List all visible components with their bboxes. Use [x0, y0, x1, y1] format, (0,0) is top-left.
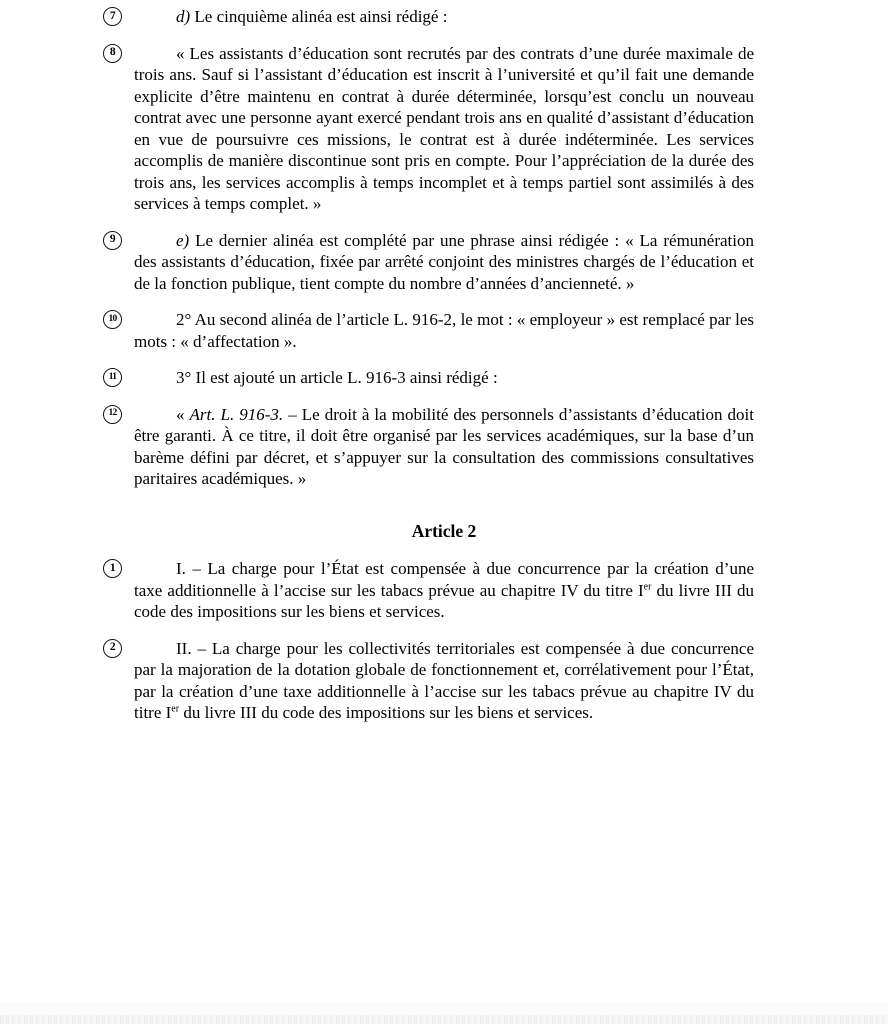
paragraph-text [134, 6, 754, 28]
text-segment: Art. L. 916-3. [189, 404, 284, 424]
paragraph-number-badge: 9 [103, 231, 122, 250]
text-segment: 3° Il est ajouté un article L. 916-3 ainsi rédigé : [176, 368, 498, 387]
text-segment: – Le droit à la mobilité des personnels d’assistants d’éducation doit être garanti. À ce titre, il doit être organisé par les services académiques, sur la base d’un barème défini par décret, et s’appuyer sur la consultation des commissions consultatives paritaires académiques. » [134, 404, 754, 488]
paragraph-text [134, 367, 754, 389]
text-segment: Le dernier alinéa est complété par une phrase ainsi rédigée : « La rémunération des assistants d’éducation, fixée par arrêté conjoint des ministres chargés de l’éducation et de la fonction publique, tient compte du nombre d’années d’ancienneté. » [134, 230, 754, 293]
paragraph-number-badge: 10 [103, 310, 122, 329]
text-segment: du livre III du code des impositions sur les biens et services. [179, 703, 594, 722]
paragraph-block-7 [109, 6, 754, 28]
next-page-blurred-text-texture [0, 1015, 888, 1024]
paragraph-block-10 [108, 309, 754, 352]
text-segment: e) [176, 230, 190, 250]
paragraph-text [134, 558, 754, 623]
article2-paragraph-block-2 [109, 638, 754, 724]
paragraph-text [134, 309, 754, 352]
text-segment: II. – La charge pour les collectivités territoriales est compensée à due concurrence par la majoration de la dotation globale de fonctionnement et, corrélativement pour l’État, par la création d’une taxe additionnelle à l’accise sur les tabacs prévue au chapitre IV du titre I [134, 638, 754, 722]
paragraph-block-12 [108, 404, 754, 490]
paragraph-text [134, 638, 754, 724]
article-2-heading: Article 2 [411, 520, 477, 541]
paragraph-block-8 [109, 43, 754, 215]
text-segment: « Les assistants d’éducation sont recrutés par des contrats d’une durée maximale de trois ans. Sauf si l’assistant d’éducation est inscrit à l’université et qu’il fait une demande explicite d’être maintenu en contrat à durée déterminée, lorsqu’est conclu un nouveau contrat avec une personne ayant exercé pendant trois ans en qualité d’assistant d’éducation en vue de poursuivre ces missions, le contrat est à durée indéterminée. Les services accomplis de manière discontinue sont pris en compte. Pour l’appréciation de la durée des trois ans, les services accomplis à temps incomplet et à temps partiel sont assimilés à des services à temps complet. » [134, 43, 754, 213]
paragraph-number-badge: 8 [103, 44, 122, 63]
article2-paragraph-block-1 [109, 558, 754, 623]
text-segment: « [176, 404, 190, 424]
text-segment: du livre III du code des impositions sur les biens et services. [134, 580, 754, 621]
paragraph-number-badge: 1 [103, 559, 122, 578]
paragraph-block-9 [109, 230, 754, 295]
paragraph-number-badge: 7 [103, 7, 122, 26]
paragraph-number-badge: 11 [103, 368, 122, 387]
paragraph-number-badge: 12 [103, 405, 122, 424]
paragraph-text [134, 230, 754, 295]
paragraph-block-11 [108, 367, 754, 389]
next-page-edge [0, 1003, 888, 1024]
ordinal-superscript: er [171, 703, 180, 715]
text-segment: 2° Au second alinéa de l’article L. 916-2, le mot : « employeur » est remplacé par les mots : « d’affectation ». [134, 310, 754, 351]
text-segment: Le cinquième alinéa est ainsi rédigé : [190, 7, 448, 26]
text-segment: d) [176, 7, 191, 26]
ordinal-superscript: er [643, 580, 652, 592]
paragraph-text [134, 404, 754, 490]
paragraph-number-badge: 2 [103, 639, 122, 658]
text-segment: I. – La charge pour l’État est compensée à due concurrence par la création d’une taxe additionnelle à l’accise sur les tabacs prévue au chapitre IV du titre I [134, 559, 754, 600]
paragraph-text [134, 43, 754, 215]
document-body [108, 6, 754, 739]
